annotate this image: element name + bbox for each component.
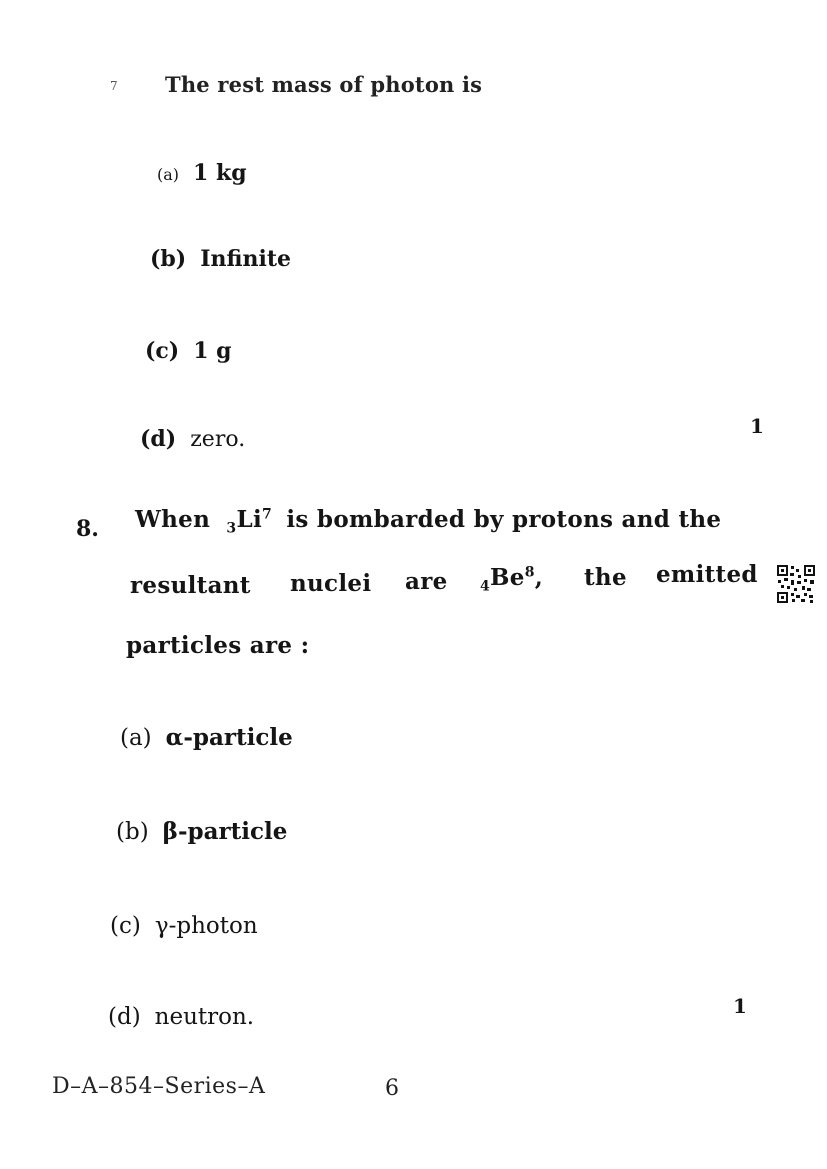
option-label: (b) (116, 819, 149, 845)
question-8-line-1 (135, 506, 722, 537)
option-label: (d) (140, 426, 177, 452)
option-label: (a) (157, 165, 180, 184)
option-text: Infinite (200, 246, 291, 272)
q8-line-2-word-5: the (584, 564, 627, 591)
q8-line-1-rest: is bombarded by protons and the (286, 506, 722, 533)
q8-line-2-word-2: nuclei (290, 570, 372, 597)
q8-line-2-word-6: emitted (656, 561, 758, 588)
beryllium-mass-number: 8 (524, 564, 535, 581)
q8-option-b (116, 820, 287, 844)
option-text: α-particle (165, 724, 293, 751)
q8-option-a (120, 726, 293, 750)
q7-option-d (140, 428, 245, 451)
q8-line-2-word-1: resultant (130, 572, 251, 599)
option-label: (c) (110, 913, 141, 939)
question-7-number: 7 (110, 79, 118, 93)
lithium-mass-number: 7 (261, 506, 273, 523)
q8-marks: 1 (733, 994, 747, 1018)
option-label: (a) (120, 725, 152, 751)
lithium-atomic-number: 3 (226, 520, 237, 537)
option-text: neutron. (154, 1004, 255, 1030)
q7-option-b (150, 248, 291, 270)
q7-marks: 1 (750, 414, 764, 438)
option-text: zero. (190, 427, 246, 452)
beryllium-atomic-number: 4 (480, 578, 491, 595)
q8-line-2-word-3: are (405, 568, 448, 595)
q8-option-c (110, 914, 258, 938)
question-7-text: The rest mass of photon is (165, 72, 483, 97)
option-text: β-particle (162, 818, 288, 845)
option-label: (c) (145, 338, 180, 364)
page-number: 6 (385, 1076, 400, 1101)
paper-code: D–A–854–Series–A (52, 1074, 266, 1099)
question-8-number: 8. (76, 516, 99, 542)
q7-option-a (157, 162, 247, 184)
option-text: 1 g (193, 338, 232, 364)
option-label: (d) (108, 1004, 141, 1030)
comma: , (534, 564, 544, 591)
q8-line-3: particles are : (126, 632, 310, 659)
q8-word: When (135, 506, 211, 533)
option-text: γ-photon (154, 913, 258, 939)
option-text: 1 kg (193, 160, 247, 186)
lithium-nuclide (226, 506, 273, 537)
q8-option-d (108, 1005, 254, 1029)
beryllium-symbol: Be (490, 564, 525, 591)
qr-code-icon (776, 564, 816, 604)
lithium-symbol: Li (236, 506, 262, 533)
beryllium-nuclide (480, 564, 544, 595)
option-label: (b) (150, 246, 187, 272)
q7-option-c (145, 340, 232, 362)
